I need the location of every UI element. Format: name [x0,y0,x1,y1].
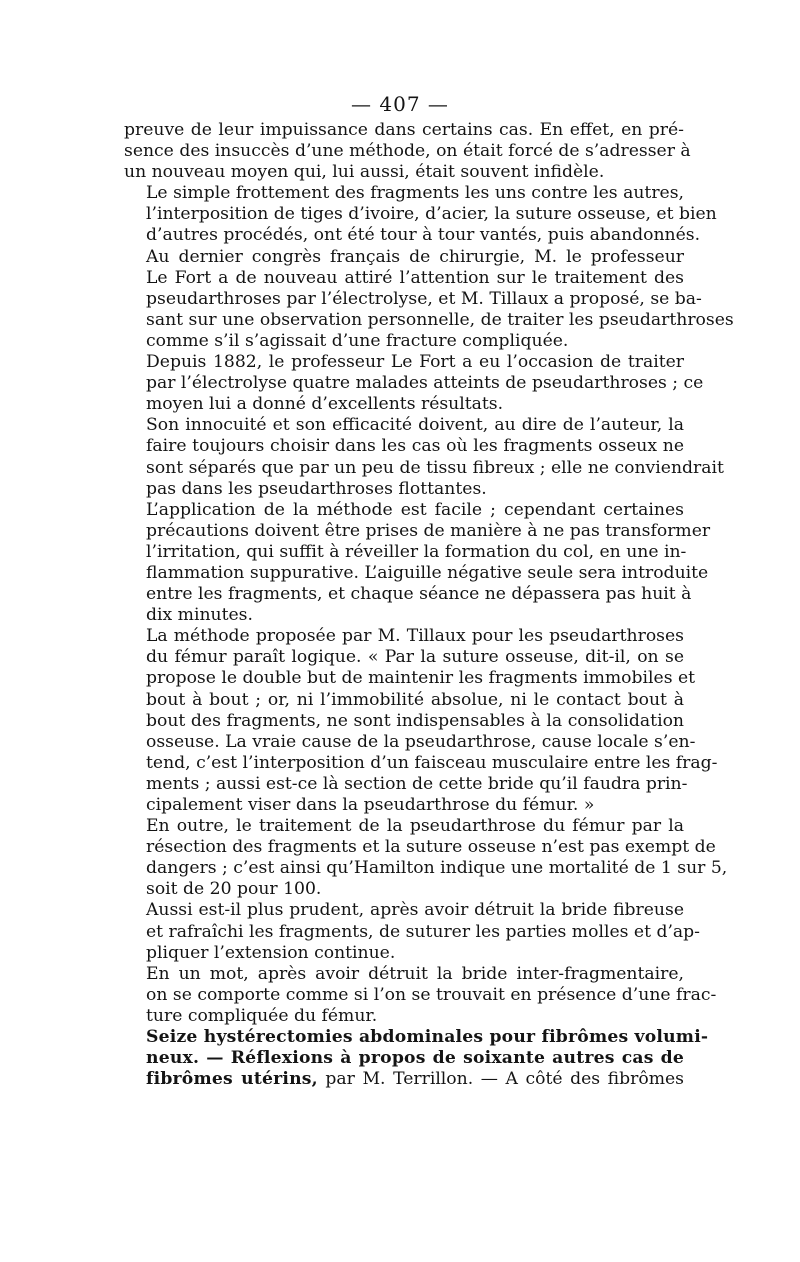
body-text [124,120,734,1090]
text-line: Le simple frottement des fragments les uns contre les autres, [146,183,684,204]
text-line: pas dans les pseudarthroses flottantes. [146,478,487,499]
section-heading-title-end: fibrômes utérins, [146,1069,318,1090]
text-line: Au dernier congrès français de chirurgie, M. le professeur [146,246,684,267]
text-line: En outre, le traitement de la pseudarthrose du fémur par la [146,816,684,837]
text-line: l’interposition de tiges d’ivoire, d’acier, la suture osseuse, et bien [146,204,717,225]
section-heading-paragraph [124,1027,709,1090]
section-heading-line: Seize hystérectomies abdominales pour fibrômes volumi- [146,1027,709,1048]
text-line: L’application de la méthode est facile ; cependant certaines [146,499,684,520]
text-line: pliquer l’extension continue. [146,942,396,963]
paragraph [124,816,728,900]
text-line: ture compliquée du fémur. [146,1005,378,1026]
text-line: on se comporte comme si l’on se trouvait en présence d’une frac- [146,984,717,1005]
text-line: Depuis 1882, le professeur Le Fort a eu l’occasion de traiter [146,352,684,373]
text-line: La méthode proposée par M. Tillaux pour les pseudarthroses [146,626,684,647]
text-line: cipalement viser dans la pseudarthrose du fémur. » [146,795,595,815]
paragraph [124,120,691,183]
text-line: un nouveau moyen qui, lui aussi, était souvent infidèle. [124,162,605,183]
text-line: preuve de leur impuissance dans certains cas. En effet, en pré- [124,120,684,140]
section-heading-line [124,1069,684,1090]
text-line: pseudarthroses par l’électrolyse, et M. Tillaux a proposé, se ba- [146,288,702,309]
text-line: par l’électrolyse quatre malades atteints de pseudarthroses ; ce [146,373,704,394]
text-line: l’irritation, qui suffit à réveiller la formation du col, en une in- [146,541,687,562]
text-line: dangers ; c’est ainsi qu’Hamilton indique une mortalité de 1 sur 5, [146,858,728,879]
text-line: flammation suppurative. L’aiguille négative seule sera introduite [146,562,709,583]
text-line: En un mot, après avoir détruit la bride inter-fragmentaire, [146,963,684,984]
text-line: résection des fragments et la suture osseuse n’est pas exempt de [146,837,716,858]
text-line: bout à bout ; or, ni l’immobilité absolue, ni le contact bout à [146,689,684,710]
text-line: Le Fort a de nouveau attiré l’attention sur le traitement des [146,267,684,288]
paragraph [124,499,711,627]
text-line: d’autres procédés, ont été tour à tour vantés, puis abandonnés. [146,225,701,246]
text-line: sant sur une observation personnelle, de traiter les pseudarthroses [146,309,734,330]
text-line: comme s’il s’agissait d’une fracture compliquée. [146,330,569,351]
paragraph [124,415,724,499]
paragraph [124,963,717,1027]
text-line: faire toujours choisir dans les cas où les fragments osseux ne [146,436,684,457]
text-line: ments ; aussi est-ce là section de cette bride qu’il faudra prin- [146,773,688,794]
text-line: sont séparés que par un peu de tissu fibreux ; elle ne conviendrait [146,457,724,478]
text-line: propose le double but de maintenir les fragments immobiles et [146,668,696,689]
paragraph [124,246,734,352]
text-line: moyen lui a donné d’excellents résultats. [146,394,504,415]
text-line: précautions doivent être prises de manière à ne pas transformer [146,520,711,541]
section-heading-author: par M. Terrillon. — A côté des fibrômes [317,1069,684,1090]
text-line: et rafraîchi les fragments, de suturer les parties molles et d’ap- [146,921,700,942]
text-line: Aussi est-il plus prudent, après avoir détruit la bride fibreuse [146,900,684,921]
text-line: osseuse. La vraie cause de la pseudarthrose, cause locale s’en- [146,731,696,752]
paragraph [124,626,718,816]
text-line: Son innocuité et son efficacité doivent, au dire de l’auteur, la [146,415,684,436]
section-heading-line: neux. — Réflexions à propos de soixante autres cas de [146,1048,684,1069]
text-line: entre les fragments, et chaque séance ne dépassera pas huit à [146,584,692,605]
text-line: tend, c’est l’interposition d’un faisceau musculaire entre les frag- [146,752,718,773]
text-line: soit de 20 pour 100. [146,879,322,900]
text-line: dix minutes. [146,605,253,626]
text-line: bout des fragments, ne sont indispensables à la consolidation [146,710,684,731]
page-number: — 407 — [351,92,449,116]
paragraph [124,183,717,246]
text-line: du fémur paraît logique. « Par la suture osseuse, dit-il, on se [146,647,684,668]
paragraph [124,352,704,415]
text-line: sence des insuccès d’une méthode, on était forcé de s’adresser à [124,141,691,162]
paragraph [124,900,700,963]
